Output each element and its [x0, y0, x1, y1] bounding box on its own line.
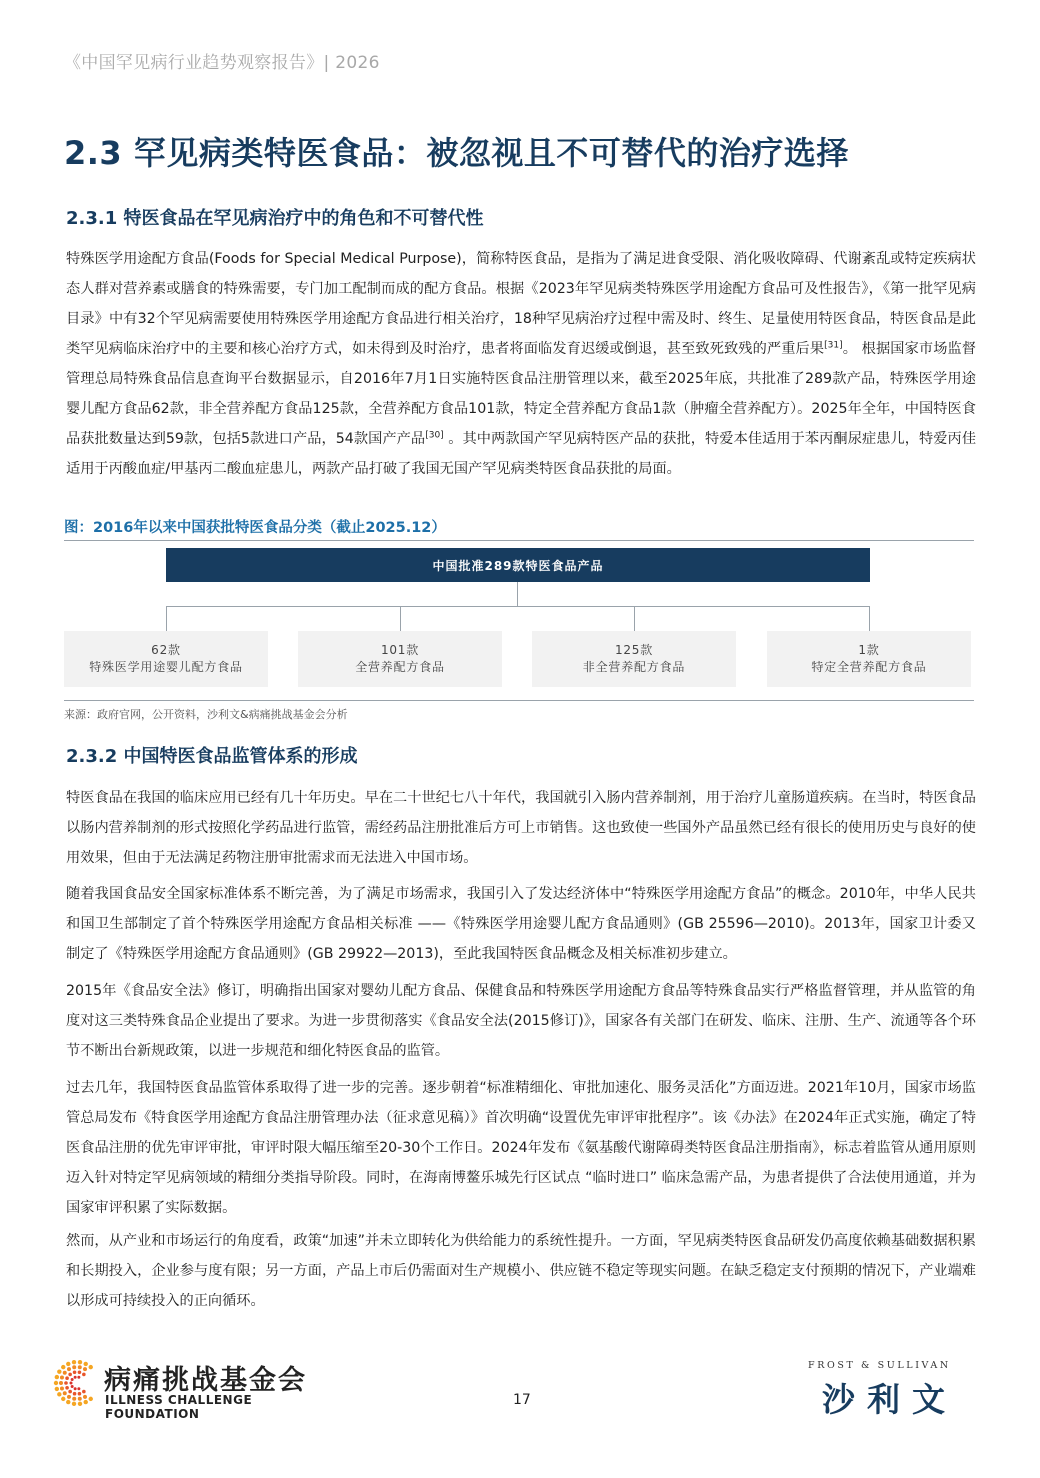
leaf-label: 特定全营养配方食品: [811, 660, 927, 674]
figure-top-rule: [64, 540, 974, 541]
tree-connector: [166, 606, 870, 607]
tree-leaf-specific-complete-formula: [767, 631, 971, 687]
logo-dot: [65, 1386, 69, 1390]
leaf-label: 全营养配方食品: [355, 660, 445, 674]
foundation-name-cn: 病痛挑战基金会: [104, 1365, 307, 1396]
foundation-name-en: ILLNESS CHALLENGE FOUNDATION: [105, 1393, 253, 1421]
logo-dot: [83, 1367, 87, 1371]
logo-dot: [68, 1390, 72, 1394]
logo-dot: [84, 1362, 88, 1366]
subsection-title-2-3-1: 2.3.1 特医食品在罕见病治疗中的角色和不可替代性: [66, 208, 484, 229]
subsection-title-2-3-2: 2.3.2 中国特医食品监管体系的形成: [66, 746, 358, 767]
logo-dot: [71, 1378, 74, 1381]
leaf-count: 62款: [151, 643, 181, 657]
tree-connector: [869, 606, 870, 631]
logo-dot: [89, 1365, 93, 1369]
citation-ref: [30]: [425, 430, 444, 441]
paragraph-history: 特医食品在我国的临床应用已经有几十年历史。早在二十世纪七八十年代，我国就引入肠内营养制剂，用于治疗儿童肠道疾病。在当时，特医食品以肠内营养制剂的形式按照化学药品进行监管，需经药品注册批准后方可上市销售。这也致使一些国外产品虽然已经有很长的使用历史与良好的使用效果，但由于无法满足药物注册审批需求而无法进入中国市场。: [66, 790, 976, 866]
logo-dot: [82, 1390, 86, 1394]
logo-dot: [74, 1376, 77, 1379]
logo-dot: [78, 1397, 82, 1401]
logo-dot: [73, 1392, 77, 1396]
tree-connector: [400, 606, 401, 631]
logo-dot: [72, 1365, 76, 1369]
paragraph-food-safety-law: 2015年《食品安全法》修订，明确指出国家对婴幼儿配方食品、保健食品和特殊医学用途配方食品等特殊食品实行严格监督管理，并从监管的角度对这三类特殊食品企业提出了要求。为进一步贯彻落实《食品安全法(2015修订)》，国家各有关部门在研发、临床、注册、生产、流通等各个环节不断出台新规政策，以进一步规范和细化特医食品的监管。: [66, 983, 976, 1059]
logo-dot: [67, 1395, 71, 1399]
paragraph-fsmp-definition: [66, 244, 976, 484]
logo-dot: [68, 1373, 72, 1377]
leaf-label: 非全营养配方食品: [582, 660, 686, 674]
logo-dot: [63, 1371, 67, 1375]
logo-dot: [83, 1395, 87, 1399]
figure-source: 来源：政府官网，公开资料，沙利文&病痛挑战基金会分析: [64, 708, 348, 721]
paragraph-industry-challenges: 然而，从产业和市场运行的角度看，政策“加速”并未立即转化为供给能力的系统性提升。一方面，罕见病类特医食品研发仍高度依赖基础数据积累和长期投入，企业参与度有限；另一方面，产品上市后仍需面对生产规模小、供应链不稳定等现实问题。在缺乏稳定支付预期的情况下，产业端难以形成可持续投入的正向循环。: [66, 1233, 976, 1309]
logo-dot: [72, 1402, 76, 1406]
logo-dot: [55, 1387, 59, 1391]
leaf-label: 特殊医学用途婴儿配方食品: [89, 660, 243, 674]
tree-root-node: 中国批准289款特医食品产品: [166, 548, 870, 582]
logo-dot: [70, 1382, 73, 1385]
logo-dot: [61, 1397, 65, 1401]
logo-dot: [63, 1391, 67, 1395]
sunburst-logo-icon: [52, 1358, 102, 1408]
tree-connector: [517, 582, 518, 606]
logo-dot: [54, 1381, 58, 1385]
logo-dot: [67, 1367, 71, 1371]
logo-dot: [74, 1387, 77, 1390]
tree-connector: [634, 606, 635, 631]
logo-dot: [82, 1373, 86, 1377]
paragraph-text: 特殊医学用途配方食品(Foods for Special Medical Purpose)，简称特医食品，是指为了满足进食受限、消化吸收障碍、代谢紊乱或特定疾病状态人群对营养素或膳食的特殊需要，专门加工配制而成的配方食品。根据《2023年罕见病类特殊医学用途配方食品可及性报告》，《第一批罕见病目录》中有32个罕见病需要使用特殊医学用途配方食品进行相关治疗，18种罕见病治疗过程中需及时、终生、足量使用特医食品，特医食品是此类罕见病临床治疗中的主要和核心治疗方式，如未得到及时治疗，患者将面临发育迟缓或倒退，甚至致死致残的严重后果: [66, 251, 976, 357]
logo-dot: [57, 1392, 61, 1396]
tree-leaf-infant-formula: [64, 631, 268, 687]
logo-dot: [61, 1365, 65, 1369]
section-title: 2.3 罕见病类特医食品：被忽视且不可替代的治疗选择: [64, 134, 849, 172]
paragraph-text: 。 根据国家市场监督管理总局特殊食品信息查询平台数据显示，自2016年7月1日实施特医食品注册管理以来，截至2025年底，共批准了289款产品，特殊医学用途婴儿配方食品62款，非全营养配方食品125款，全营养配方食品101款，特定全营养配方食品1款（肿瘤全营养配方）。2025年全年，中国特医食品获批数量达到59款，包括5款进口产品，54款国产产品: [66, 341, 976, 447]
paragraph-text: 。其中两款国产罕见病特医产品的获批，特爱本佳适用于苯丙酮尿症患儿，特爱丙佳适用于丙酸血症/甲基丙二酸血症患儿，两款产品打破了我国无国产罕见病类特医食品获批的局面。: [66, 431, 977, 477]
leaf-count: 1款: [858, 643, 880, 657]
frost-sullivan-en: FROST & SULLIVAN: [808, 1360, 951, 1371]
running-header: 《中国罕见病行业趋势观察报告》| 2026: [64, 53, 380, 73]
tree-leaf-incomplete-formula: [532, 631, 736, 687]
leaf-count: 101款: [380, 643, 420, 657]
paragraph-regulatory-progress: 过去几年，我国特医食品监管体系取得了进一步的完善。逐步朝着“标准精细化、审批加速化、服务灵活化”方面迈进。2021年10月，国家市场监管总局发布《特食医学用途配方食品注册管理办法（征求意见稿）》首次明确“设置优先审评审批程序”。该《办法》在2024年正式实施，确定了特医食品注册的优先审评审批，审评时限大幅压缩至20-30个工作日。2024年发布《氨基酸代谢障碍类特医食品注册指南》，标志着监管从通用原则迈入针对特定罕见病领域的精细分类指导阶段。同时，在海南博鳌乐城先行区试点 “临时进口” 临床急需产品，为患者提供了合法使用通道，并为国家审评积累了实际数据。: [66, 1080, 976, 1216]
logo-dot: [59, 1381, 63, 1385]
logo-dot: [73, 1370, 77, 1374]
page-number: 17: [513, 1392, 531, 1408]
logo-dot: [64, 1381, 68, 1385]
figure-caption: 图：2016年以来中国获批特医食品分类（截止2025.12）: [64, 520, 446, 536]
logo-dot: [78, 1392, 82, 1396]
logo-dot: [60, 1376, 64, 1380]
logo-dot: [77, 1387, 80, 1390]
logo-dot: [72, 1360, 76, 1364]
logo-dot: [57, 1369, 61, 1373]
tree-leaf-complete-formula: [298, 631, 502, 687]
logo-dot: [84, 1400, 88, 1404]
logo-dot: [72, 1397, 76, 1401]
paragraph-standards: 随着我国食品安全国家标准体系不断完善，为了满足市场需求，我国引入了发达经济体中“特殊医学用途配方食品”的概念。2010年，中华人民共和国卫生部制定了首个特殊医学用途配方食品相关标准 ——《特殊医学用途婴儿配方食品通则》(GB 25596—2010)。2013年，国家卫计委又制定了《特殊医学用途配方食品通则》(GB 29922—2013)，至此我国特医食品概念及相关标准初步建立。: [66, 886, 976, 962]
tree-connector: [166, 606, 167, 631]
logo-dot: [78, 1360, 82, 1364]
logo-dot: [55, 1375, 59, 1379]
logo-dot: [78, 1402, 82, 1406]
figure-bottom-rule: [64, 700, 974, 701]
logo-dot: [66, 1400, 70, 1404]
logo-dot: [65, 1376, 69, 1380]
frost-sullivan-cn: 沙利文: [822, 1380, 957, 1419]
leaf-count: 125款: [614, 643, 654, 657]
logo-dot: [78, 1365, 82, 1369]
logo-dot: [78, 1370, 82, 1374]
logo-dot: [66, 1362, 70, 1366]
logo-dot: [60, 1386, 64, 1390]
illness-challenge-foundation-logo: [52, 1358, 342, 1421]
logo-dot: [89, 1397, 93, 1401]
frost-sullivan-logo: [806, 1360, 990, 1419]
logo-dot: [77, 1376, 80, 1379]
logo-dot: [71, 1385, 74, 1388]
citation-ref: [31]: [824, 340, 843, 351]
